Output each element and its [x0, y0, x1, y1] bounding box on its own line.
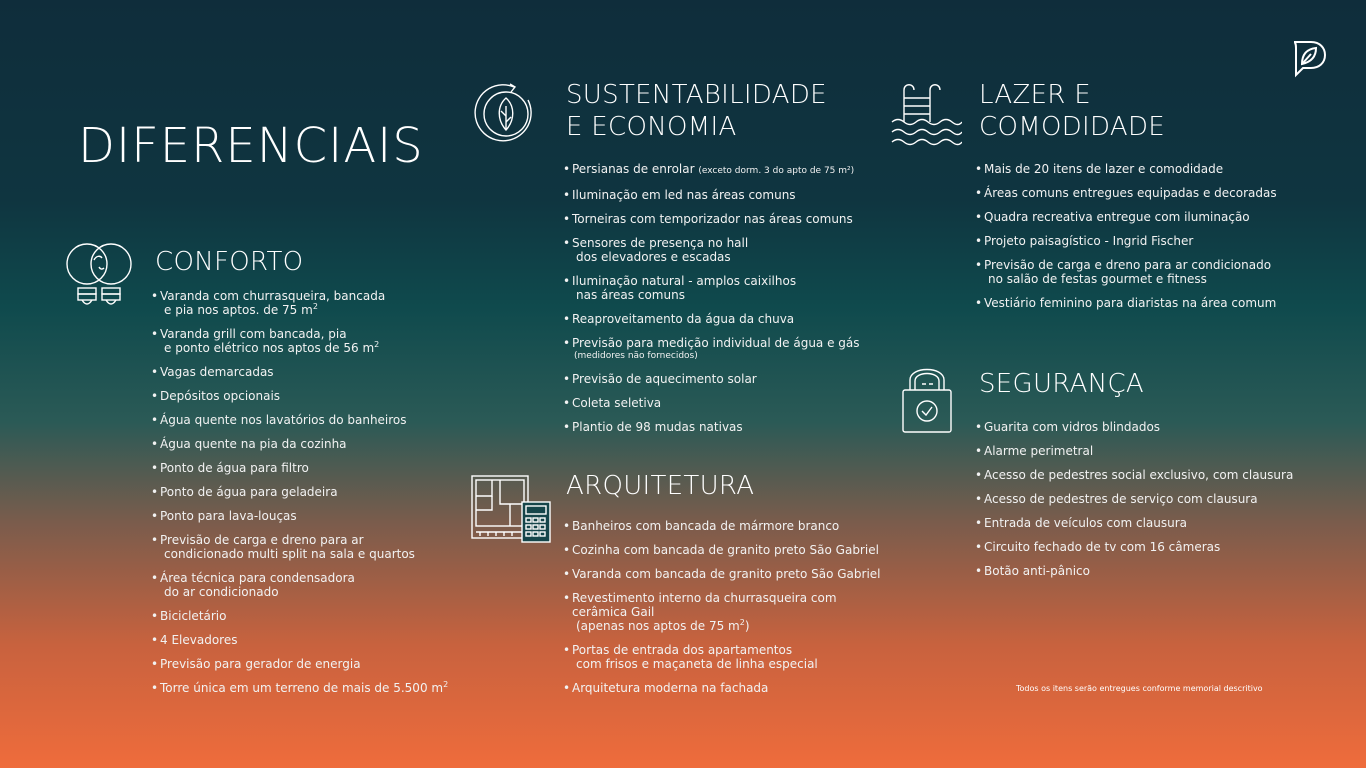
arquitetura-item-text: Portas de entrada dos apartamentos [572, 643, 793, 657]
superscript: 2 [739, 618, 745, 627]
superscript: 2 [374, 340, 380, 349]
seguranca-item-text: Entrada de veículos com clausura [984, 516, 1188, 530]
conforto-item [151, 533, 451, 561]
conforto-list [151, 289, 451, 705]
conforto-item-text: Torre única em um terreno de mais de 5.500 m [160, 681, 444, 695]
lazer-item [975, 234, 1305, 248]
seguranca-item [975, 420, 1305, 434]
conforto-item [151, 485, 451, 499]
sustentabilidade-item-text: Plantio de 98 mudas nativas [572, 420, 743, 434]
arquitetura-item-text: Arquitetura moderna na fachada [572, 681, 769, 695]
arquitetura-list [563, 519, 883, 705]
conforto-item [151, 437, 451, 451]
sustentabilidade-list [563, 162, 883, 444]
sustentabilidade-title-line1: SUSTENTABILIDADE [566, 80, 827, 110]
sustentabilidade-item-text-line2 [572, 288, 883, 302]
conforto-item-text: Varanda com churrasqueira, bancada [160, 289, 386, 303]
seguranca-item [975, 492, 1305, 506]
sustentabilidade-item-note: (exceto dorm. 3 do apto de 75 m²) [698, 166, 855, 176]
sustentabilidade-item-text: Previsão de aquecimento solar [572, 372, 757, 386]
lightbulbs-icon [62, 238, 138, 314]
sustentabilidade-item-note: (medidores não fornecidos) [574, 351, 698, 361]
arquitetura-item-text-line2 [572, 619, 883, 633]
arquitetura-item [563, 519, 883, 533]
sustentabilidade-item [563, 312, 883, 326]
arquitetura-item-text: Banheiros com bancada de mármore branco [572, 519, 840, 533]
superscript: 2 [312, 302, 318, 311]
arquitetura-item-text: Cozinha com bancada de granito preto São Gabriel [572, 543, 879, 557]
arquitetura-item-text-line2 [572, 657, 883, 671]
sustentabilidade-item [563, 420, 883, 434]
lazer-item [975, 210, 1305, 224]
conforto-item-text-cont: e ponto elétrico nos aptos de 56 m [164, 341, 375, 355]
sustentabilidade-item-text: Iluminação em led nas áreas comuns [572, 188, 796, 202]
lazer-title-line1: LAZER E [979, 80, 1091, 110]
superscript: 2 [443, 680, 449, 689]
seguranca-item [975, 516, 1305, 530]
lazer-item-text: Projeto paisagístico - Ingrid Fischer [984, 234, 1194, 248]
conforto-title: CONFORTO [155, 247, 304, 277]
padlock-icon [900, 360, 954, 434]
conforto-item-text: 4 Elevadores [160, 633, 238, 647]
seguranca-item-text: Guarita com vidros blindados [984, 420, 1161, 434]
conforto-item-text: Bicicletário [160, 609, 227, 623]
sustentabilidade-item [563, 212, 883, 226]
sustentabilidade-item-text-line2 [572, 250, 883, 264]
footnote: Todos os itens serão entregues conforme memorial descritivo [1016, 684, 1263, 693]
lazer-item-text: Áreas comuns entregues equipadas e decoradas [984, 186, 1277, 200]
lazer-item [975, 186, 1305, 200]
arquitetura-item-text-end: ) [744, 619, 750, 633]
conforto-item-text-cont: do ar condicionado [164, 585, 279, 599]
lazer-item-text: Vestiário feminino para diaristas na área comum [984, 296, 1277, 310]
conforto-item [151, 681, 451, 695]
conforto-item [151, 389, 451, 403]
sustentabilidade-title [566, 79, 827, 143]
lazer-item [975, 258, 1305, 286]
lazer-title-line2: COMODIDADE [979, 112, 1166, 142]
conforto-item-text: Água quente nos lavatórios do banheiros [160, 413, 407, 427]
conforto-item-text-line2 [160, 341, 451, 355]
seguranca-item [975, 468, 1305, 482]
arquitetura-item [563, 567, 883, 581]
conforto-item-text: Ponto de água para geladeira [160, 485, 338, 499]
conforto-item-text-cont: condicionado multi split na sala e quartos [164, 547, 415, 561]
conforto-item-text: Ponto para lava-louças [160, 509, 297, 523]
lazer-item-text: Mais de 20 itens de lazer e comodidade [984, 162, 1224, 176]
arquitetura-item [563, 591, 883, 633]
seguranca-item-text: Circuito fechado de tv com 16 câmeras [984, 540, 1221, 554]
lazer-item-text-cont: no salão de festas gourmet e fitness [988, 272, 1207, 286]
sustentabilidade-item [563, 274, 883, 302]
conforto-item [151, 327, 451, 355]
arquitetura-item [563, 543, 883, 557]
arquitetura-item [563, 643, 883, 671]
conforto-item [151, 289, 451, 317]
arquitetura-item-text-cont: com frisos e maçaneta de linha especial [576, 657, 818, 671]
seguranca-item [975, 564, 1305, 578]
sustentabilidade-item-text: Persianas de enrolar [572, 162, 695, 176]
seguranca-list [975, 420, 1305, 588]
floorplan-calculator-icon [470, 474, 552, 544]
sustentabilidade-item-text-cont: nas áreas comuns [576, 288, 685, 302]
lazer-item [975, 162, 1305, 176]
seguranca-item-text: Botão anti-pânico [984, 564, 1090, 578]
sustentabilidade-item-text: Coleta seletiva [572, 396, 662, 410]
conforto-item-text-line2 [160, 303, 451, 317]
conforto-item [151, 413, 451, 427]
sustentabilidade-item-text: Iluminação natural - amplos caixilhos [572, 274, 797, 288]
arquitetura-item-text: Varanda com bancada de granito preto São Gabriel [572, 567, 881, 581]
sustentabilidade-item [563, 372, 883, 386]
page-title: DIFERENCIAIS [78, 118, 424, 174]
arquitetura-item [563, 681, 883, 695]
conforto-item [151, 609, 451, 623]
sustentabilidade-title-line2: E ECONOMIA [566, 112, 737, 142]
conforto-item [151, 509, 451, 523]
leaf-cycle-icon [470, 78, 542, 150]
seguranca-item-text: Acesso de pedestres social exclusivo, com clausura [984, 468, 1294, 482]
arquitetura-item-text-cont: (apenas nos aptos de 75 m [576, 619, 740, 633]
conforto-item-text: Depósitos opcionais [160, 389, 281, 403]
lazer-list [975, 162, 1305, 320]
conforto-item [151, 633, 451, 647]
conforto-item-text: Previsão para gerador de energia [160, 657, 361, 671]
conforto-item-text: Área técnica para condensadora [160, 571, 355, 585]
seguranca-item [975, 540, 1305, 554]
brand-logo-icon [1289, 38, 1329, 78]
sustentabilidade-item-text: Previsão para medição individual de água e gás [572, 336, 860, 350]
conforto-item-text-cont: e pia nos aptos. de 75 m [164, 303, 313, 317]
sustentabilidade-item-text: Reaproveitamento da água da chuva [572, 312, 795, 326]
conforto-item-text-line2 [160, 547, 451, 561]
sustentabilidade-item [563, 236, 883, 264]
conforto-item-text: Previsão de carga e dreno para ar [160, 533, 364, 547]
pool-ladder-icon [890, 76, 962, 148]
lazer-item [975, 296, 1305, 310]
seguranca-item [975, 444, 1305, 458]
conforto-item-text: Água quente na pia da cozinha [160, 437, 347, 451]
conforto-item [151, 571, 451, 599]
conforto-item-text: Vagas demarcadas [160, 365, 274, 379]
sustentabilidade-item [563, 336, 883, 362]
arquitetura-title: ARQUITETURA [566, 471, 755, 501]
seguranca-title: SEGURANÇA [979, 369, 1144, 399]
sustentabilidade-item-text: Torneiras com temporizador nas áreas comuns [572, 212, 853, 226]
conforto-item-text-line2 [160, 585, 451, 599]
sustentabilidade-item [563, 188, 883, 202]
lazer-item-text: Quadra recreativa entregue com iluminação [984, 210, 1250, 224]
seguranca-item-text: Acesso de pedestres de serviço com clausura [984, 492, 1258, 506]
conforto-item [151, 365, 451, 379]
conforto-item-text: Varanda grill com bancada, pia [160, 327, 347, 341]
lazer-item-text: Previsão de carga e dreno para ar condicionado [984, 258, 1272, 272]
sustentabilidade-item [563, 396, 883, 410]
arquitetura-item-text: Revestimento interno da churrasqueira com cerâmica Gail [572, 591, 837, 619]
lazer-title [979, 79, 1165, 143]
lazer-item-text-line2 [984, 272, 1305, 286]
seguranca-item-text: Alarme perimetral [984, 444, 1094, 458]
conforto-item [151, 657, 451, 671]
conforto-item-text: Ponto de água para filtro [160, 461, 309, 475]
sustentabilidade-item-text-cont: dos elevadores e escadas [576, 250, 731, 264]
conforto-item [151, 461, 451, 475]
sustentabilidade-item [563, 162, 883, 178]
sustentabilidade-item-text: Sensores de presença no hall [572, 236, 749, 250]
